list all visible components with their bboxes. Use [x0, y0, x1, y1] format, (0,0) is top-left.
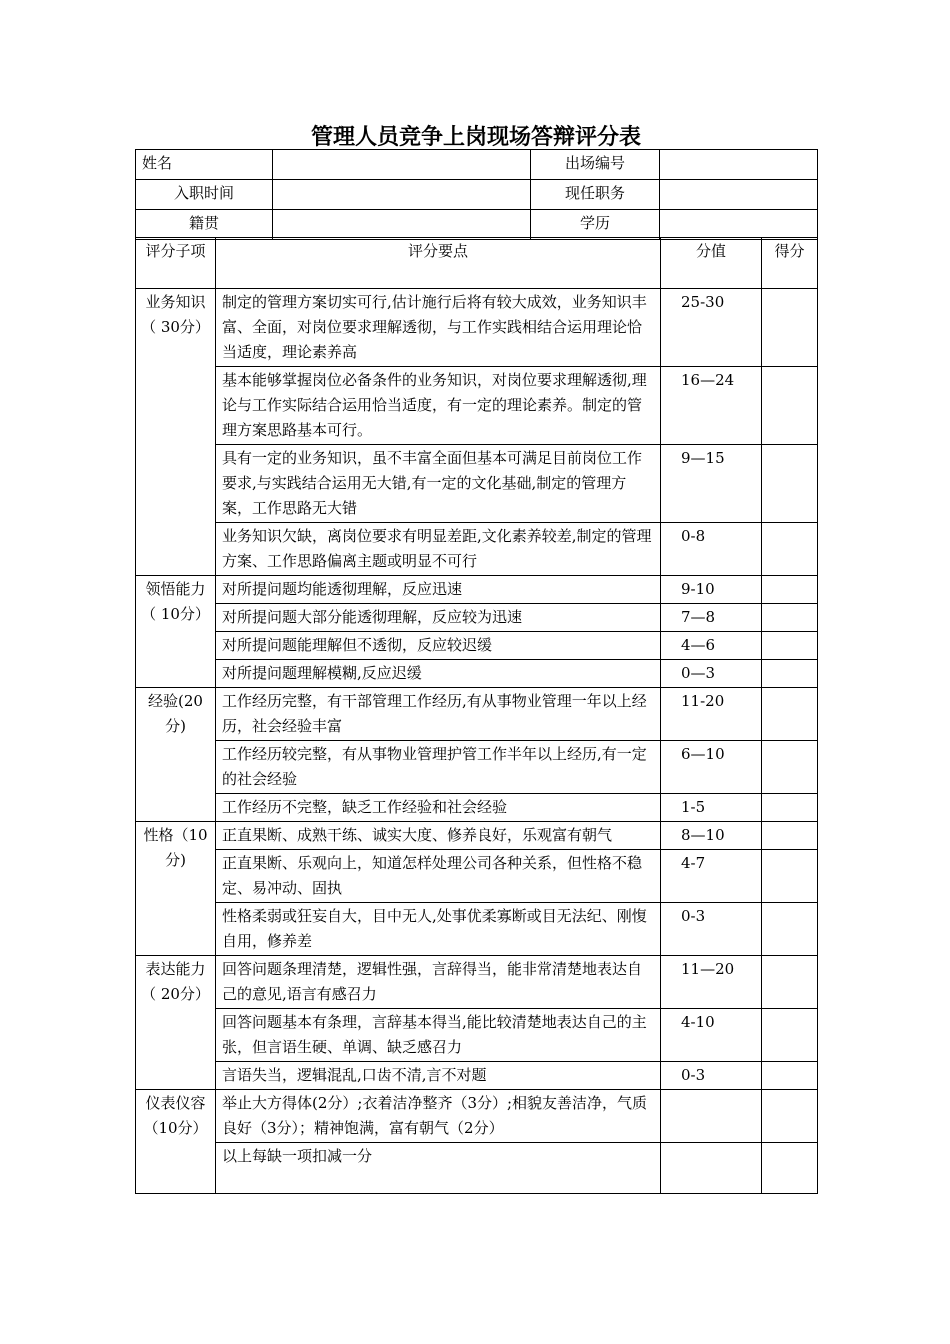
table-row	[136, 1062, 818, 1090]
criteria-text: 工作经历完整，有干部管理工作经历,有从事物业管理一年以上经历，社会经验丰富	[216, 688, 661, 741]
criteria-text: 对所提问题理解模糊,反应迟缓	[216, 660, 661, 688]
position-label: 现任职务	[531, 180, 660, 210]
score-cell[interactable]	[762, 367, 818, 445]
section-appearance: 仪表仪容（10分）	[136, 1090, 216, 1194]
table-row	[136, 632, 818, 660]
criteria-text: 正直果断、乐观向上，知道怎样处理公司各种关系，但性格不稳定、易冲动、固执	[216, 850, 661, 903]
header-row	[136, 238, 818, 289]
table-row	[136, 1009, 818, 1062]
score-cell[interactable]	[762, 523, 818, 576]
criteria-text: 基本能够掌握岗位必备条件的业务知识，对岗位要求理解透彻,理论与工作实际结合运用恰当适度，有一定的理论素养。制定的管理方案思路基本可行。	[216, 367, 661, 445]
value-range: 4-7	[661, 850, 762, 903]
score-cell[interactable]	[762, 289, 818, 367]
criteria-text: 制定的管理方案切实可行,估计施行后将有较大成效，业务知识丰富、全面，对岗位要求理解透彻，与工作实践相结合运用理论恰当适度，理论素养高	[216, 289, 661, 367]
criteria-text: 工作经历较完整，有从事物业管理护管工作半年以上经历,有一定的社会经验	[216, 741, 661, 794]
table-row	[136, 1090, 818, 1143]
criteria-text: 业务知识欠缺，离岗位要求有明显差距,文化素养较差,制定的管理方案、工作思路偏离主题或明显不可行	[216, 523, 661, 576]
value-range: 0—3	[661, 660, 762, 688]
score-cell[interactable]	[762, 576, 818, 604]
header-points: 评分要点	[216, 238, 661, 289]
section-expression: 表达能力（ 20分）	[136, 956, 216, 1090]
hire-date-label: 入职时间	[136, 180, 273, 210]
score-cell[interactable]	[762, 1090, 818, 1143]
hire-date-field[interactable]	[273, 180, 531, 210]
value-range: 11-20	[661, 688, 762, 741]
info-row	[136, 210, 818, 240]
value-range: 11—20	[661, 956, 762, 1009]
criteria-text: 回答问题基本有条理，言辞基本得当,能比较清楚地表达自己的主张，但言语生硬、单调、缺乏感召力	[216, 1009, 661, 1062]
criteria-text: 性格柔弱或狂妄自大，目中无人,处事优柔寡断或目无法纪、刚愎自用，修养差	[216, 903, 661, 956]
section-business-knowledge: 业务知识（ 30分）	[136, 289, 216, 576]
score-cell[interactable]	[762, 741, 818, 794]
score-cell[interactable]	[762, 604, 818, 632]
table-row	[136, 903, 818, 956]
value-range: 16—24	[661, 367, 762, 445]
value-range: 9—15	[661, 445, 762, 523]
page-title: 管理人员竞争上岗现场答辩评分表	[310, 124, 641, 150]
table-row	[136, 289, 818, 367]
header-item: 评分子项	[136, 238, 216, 289]
value-range: 6—10	[661, 741, 762, 794]
value-range: 7—8	[661, 604, 762, 632]
table-row	[136, 367, 818, 445]
criteria-text: 正直果断、成熟干练、诚实大度、修养良好，乐观富有朝气	[216, 822, 661, 850]
criteria-text: 以上每缺一项扣减一分	[216, 1143, 661, 1194]
info-row	[136, 180, 818, 210]
table-row	[136, 850, 818, 903]
value-range: 8—10	[661, 822, 762, 850]
criteria-text: 具有一定的业务知识，虽不丰富全面但基本可满足目前岗位工作要求,与实践结合运用无大错,有一定的文化基础,制定的管理方案，工作思路无大错	[216, 445, 661, 523]
criteria-text: 言语失当，逻辑混乱,口齿不清,言不对题	[216, 1062, 661, 1090]
table-row	[136, 604, 818, 632]
value-range: 9-10	[661, 576, 762, 604]
name-field[interactable]	[273, 150, 531, 180]
education-field[interactable]	[660, 210, 818, 240]
entry-no-field[interactable]	[660, 150, 818, 180]
score-cell[interactable]	[762, 660, 818, 688]
score-cell[interactable]	[762, 688, 818, 741]
score-cell[interactable]	[762, 903, 818, 956]
score-cell[interactable]	[762, 632, 818, 660]
criteria-text: 对所提问题均能透彻理解，反应迅速	[216, 576, 661, 604]
name-label: 姓名	[136, 150, 273, 180]
criteria-text: 对所提问题能理解但不透彻，反应较迟缓	[216, 632, 661, 660]
value-range: 4—6	[661, 632, 762, 660]
value-range: 0-3	[661, 1062, 762, 1090]
score-cell[interactable]	[762, 956, 818, 1009]
criteria-text: 工作经历不完整，缺乏工作经验和社会经验	[216, 794, 661, 822]
entry-no-label: 出场编号	[531, 150, 660, 180]
criteria-text: 回答问题条理清楚，逻辑性强，言辞得当，能非常清楚地表达自己的意见,语言有感召力	[216, 956, 661, 1009]
score-cell[interactable]	[762, 1143, 818, 1194]
table-row	[136, 794, 818, 822]
value-range: 25-30	[661, 289, 762, 367]
education-label: 学历	[531, 210, 660, 240]
info-row	[136, 150, 818, 180]
value-range: 0-3	[661, 903, 762, 956]
value-range: 1-5	[661, 794, 762, 822]
section-comprehension: 领悟能力（ 10分）	[136, 576, 216, 688]
table-row	[136, 822, 818, 850]
table-row	[136, 1143, 818, 1194]
table-row	[136, 660, 818, 688]
score-cell[interactable]	[762, 445, 818, 523]
scoring-table	[135, 237, 818, 1194]
table-row	[136, 956, 818, 1009]
value-range	[661, 1143, 762, 1194]
value-range	[661, 1090, 762, 1143]
table-row	[136, 576, 818, 604]
score-cell[interactable]	[762, 850, 818, 903]
header-value: 分值	[661, 238, 762, 289]
candidate-info-table	[135, 149, 818, 240]
table-row	[136, 688, 818, 741]
score-cell[interactable]	[762, 1009, 818, 1062]
score-cell[interactable]	[762, 794, 818, 822]
origin-field[interactable]	[273, 210, 531, 240]
value-range: 0-8	[661, 523, 762, 576]
score-cell[interactable]	[762, 822, 818, 850]
criteria-text: 举止大方得体(2分）;衣着洁净整齐（3分）;相貌友善洁净，气质良好（3分）；精神饱满，富有朝气（2分）	[216, 1090, 661, 1143]
table-row	[136, 445, 818, 523]
table-row	[136, 741, 818, 794]
section-personality: 性格（10分)	[136, 822, 216, 956]
value-range: 4-10	[661, 1009, 762, 1062]
origin-label: 籍贯	[136, 210, 273, 240]
header-score: 得分	[762, 238, 818, 289]
table-row	[136, 523, 818, 576]
score-cell[interactable]	[762, 1062, 818, 1090]
criteria-text: 对所提问题大部分能透彻理解，反应较为迅速	[216, 604, 661, 632]
position-field[interactable]	[660, 180, 818, 210]
section-experience: 经验(20分)	[136, 688, 216, 822]
